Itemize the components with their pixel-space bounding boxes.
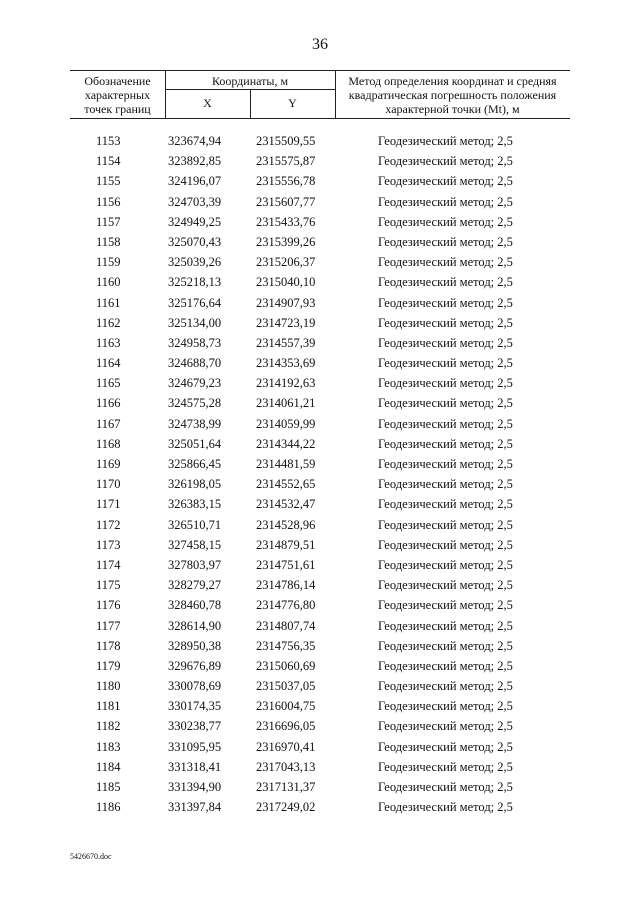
table-row bbox=[70, 131, 570, 151]
point-number: 1164 bbox=[96, 356, 121, 371]
coord-y: 2314879,51 bbox=[256, 537, 316, 552]
point-number: 1168 bbox=[96, 436, 121, 451]
coord-x: 330238,77 bbox=[168, 719, 222, 734]
coord-y: 2317131,37 bbox=[256, 780, 316, 794]
coord-y: 2314756,35 bbox=[256, 638, 316, 653]
coord-x: 328950,38 bbox=[168, 638, 222, 653]
point-number: 1157 bbox=[96, 214, 121, 229]
divider bbox=[165, 71, 166, 118]
coord-x: 324688,70 bbox=[168, 356, 222, 371]
coord-x: 325134,00 bbox=[168, 315, 222, 330]
point-number: 1162 bbox=[96, 315, 121, 330]
coord-x: 324949,25 bbox=[168, 214, 222, 229]
coord-x: 326383,15 bbox=[168, 497, 222, 512]
coord-x: 325070,43 bbox=[168, 234, 222, 249]
table-row bbox=[70, 616, 570, 636]
coord-y: 2317249,02 bbox=[256, 800, 316, 815]
header-coordinates: Координаты, м bbox=[211, 74, 289, 88]
table-row bbox=[70, 151, 570, 171]
point-number: 1184 bbox=[96, 759, 121, 774]
coord-y: 2314532,47 bbox=[256, 497, 316, 512]
table-row bbox=[70, 555, 570, 575]
point-number: 1156 bbox=[96, 194, 121, 209]
table-row bbox=[70, 595, 570, 615]
coord-y: 2315556,78 bbox=[256, 174, 316, 189]
coord-x: 329676,89 bbox=[168, 658, 222, 673]
method: Геодезический метод; 2,5 bbox=[378, 557, 513, 572]
coord-x: 324575,28 bbox=[168, 396, 222, 411]
table-row bbox=[70, 716, 570, 736]
point-number: 1175 bbox=[96, 578, 121, 593]
point-number: 1182 bbox=[96, 719, 121, 734]
table-header bbox=[70, 70, 570, 119]
header-y: Y bbox=[288, 96, 297, 110]
coord-y: 2315040,10 bbox=[256, 275, 316, 290]
method: Геодезический метод; 2,5 bbox=[378, 194, 513, 209]
header-x: X bbox=[203, 96, 212, 110]
method: Геодезический метод; 2,5 bbox=[378, 699, 513, 714]
table-row bbox=[70, 232, 570, 252]
method: Геодезический метод; 2,5 bbox=[378, 356, 513, 371]
coord-y: 2316004,75 bbox=[256, 699, 316, 714]
point-number: 1166 bbox=[96, 396, 121, 411]
table-row bbox=[70, 252, 570, 272]
table-row bbox=[70, 393, 570, 413]
coord-x: 324703,39 bbox=[168, 194, 222, 209]
divider bbox=[165, 89, 335, 90]
point-number: 1181 bbox=[96, 699, 121, 714]
coord-y: 2314344,22 bbox=[256, 436, 316, 451]
method: Геодезический метод; 2,5 bbox=[378, 638, 513, 653]
coord-x: 323674,94 bbox=[168, 134, 222, 148]
coord-x: 331318,41 bbox=[168, 759, 222, 774]
coord-y: 2316696,05 bbox=[256, 719, 316, 734]
coord-y: 2317043,13 bbox=[256, 759, 316, 774]
point-number: 1174 bbox=[96, 557, 121, 572]
coord-y: 2314061,21 bbox=[256, 396, 316, 411]
header-point-designation: Обозначение характерных точек границ bbox=[84, 74, 151, 116]
table-row bbox=[70, 636, 570, 656]
coord-y: 2314059,99 bbox=[256, 416, 316, 431]
method: Геодезический метод; 2,5 bbox=[378, 315, 513, 330]
table-row bbox=[70, 454, 570, 474]
coord-y: 2315060,69 bbox=[256, 658, 316, 673]
table-row bbox=[70, 434, 570, 454]
method: Геодезический метод; 2,5 bbox=[378, 214, 513, 229]
divider bbox=[335, 71, 336, 118]
method: Геодезический метод; 2,5 bbox=[378, 598, 513, 613]
table-row bbox=[70, 212, 570, 232]
point-number: 1172 bbox=[96, 517, 121, 532]
table-row bbox=[70, 797, 570, 817]
point-number: 1170 bbox=[96, 477, 121, 492]
coord-x: 328460,78 bbox=[168, 598, 222, 613]
coord-y: 2315607,77 bbox=[256, 194, 316, 209]
method: Геодезический метод; 2,5 bbox=[378, 477, 513, 492]
coord-x: 325866,45 bbox=[168, 457, 222, 471]
point-number: 1178 bbox=[96, 638, 121, 653]
method: Геодезический метод; 2,5 bbox=[378, 759, 513, 774]
point-number: 1160 bbox=[96, 275, 121, 290]
coord-y: 2315575,87 bbox=[256, 154, 316, 169]
coord-x: 325051,64 bbox=[168, 436, 222, 451]
coord-x: 325176,64 bbox=[168, 295, 222, 310]
point-number: 1183 bbox=[96, 739, 121, 754]
table-body bbox=[70, 131, 570, 817]
coord-y: 2314723,19 bbox=[256, 315, 316, 330]
table-row bbox=[70, 474, 570, 494]
coord-y: 2314557,39 bbox=[256, 335, 316, 350]
coord-y: 2315206,37 bbox=[256, 255, 316, 270]
point-number: 1173 bbox=[96, 537, 121, 552]
coord-y: 2314353,69 bbox=[256, 356, 316, 371]
point-number: 1165 bbox=[96, 376, 121, 391]
coord-x: 325039,26 bbox=[168, 255, 222, 270]
method: Геодезический метод; 2,5 bbox=[378, 517, 513, 532]
table-row bbox=[70, 414, 570, 434]
coord-x: 327803,97 bbox=[168, 557, 222, 572]
coord-x: 331397,84 bbox=[168, 800, 222, 815]
divider bbox=[250, 89, 251, 118]
header-method: Метод определения координат и средняя квадратическая погрешность положения характерной точки (Mt), м bbox=[348, 74, 557, 116]
method: Геодезический метод; 2,5 bbox=[378, 234, 513, 249]
table-row bbox=[70, 535, 570, 555]
point-number: 1163 bbox=[96, 335, 121, 350]
coord-y: 2315399,26 bbox=[256, 234, 316, 249]
coord-x: 324196,07 bbox=[168, 174, 222, 189]
coord-y: 2315037,05 bbox=[256, 679, 316, 694]
method: Геодезический метод; 2,5 bbox=[378, 800, 513, 815]
method: Геодезический метод; 2,5 bbox=[378, 497, 513, 512]
point-number: 1167 bbox=[96, 416, 121, 431]
point-number: 1180 bbox=[96, 679, 121, 694]
method: Геодезический метод; 2,5 bbox=[378, 658, 513, 673]
method: Геодезический метод; 2,5 bbox=[378, 335, 513, 350]
method: Геодезический метод; 2,5 bbox=[378, 396, 513, 411]
method: Геодезический метод; 2,5 bbox=[378, 416, 513, 431]
coord-y: 2316970,41 bbox=[256, 739, 316, 754]
file-name: 5426670.doc bbox=[70, 852, 112, 861]
table-row bbox=[70, 192, 570, 212]
point-number: 1186 bbox=[96, 800, 121, 815]
table-row bbox=[70, 696, 570, 716]
coord-x: 327458,15 bbox=[168, 537, 222, 552]
method: Геодезический метод; 2,5 bbox=[378, 275, 513, 290]
coord-y: 2315509,55 bbox=[256, 134, 316, 148]
point-number: 1179 bbox=[96, 658, 121, 673]
point-number: 1155 bbox=[96, 174, 121, 189]
coord-y: 2314552,65 bbox=[256, 477, 316, 492]
coord-y: 2314786,14 bbox=[256, 578, 316, 593]
table-row bbox=[70, 757, 570, 777]
table-row bbox=[70, 373, 570, 393]
table-row bbox=[70, 494, 570, 514]
method: Геодезический метод; 2,5 bbox=[378, 174, 513, 189]
page-number: 36 bbox=[312, 36, 328, 53]
coord-x: 325218,13 bbox=[168, 275, 222, 290]
coord-x: 324958,73 bbox=[168, 335, 222, 350]
coord-y: 2314528,96 bbox=[256, 517, 316, 532]
table-row bbox=[70, 575, 570, 595]
coord-y: 2314192,63 bbox=[256, 376, 316, 391]
method: Геодезический метод; 2,5 bbox=[378, 376, 513, 391]
coord-x: 331095,95 bbox=[168, 739, 222, 754]
coord-x: 326198,05 bbox=[168, 477, 222, 492]
coord-y: 2314481,59 bbox=[256, 457, 316, 471]
method: Геодезический метод; 2,5 bbox=[378, 134, 513, 148]
table-row bbox=[70, 676, 570, 696]
point-number: 1171 bbox=[96, 497, 121, 512]
point-number: 1176 bbox=[96, 598, 121, 613]
table-row bbox=[70, 333, 570, 353]
method: Геодезический метод; 2,5 bbox=[378, 780, 513, 794]
table-row bbox=[70, 777, 570, 797]
table-row bbox=[70, 515, 570, 535]
method: Геодезический метод; 2,5 bbox=[378, 578, 513, 593]
coord-x: 330078,69 bbox=[168, 679, 222, 694]
coord-x: 324679,23 bbox=[168, 376, 222, 391]
method: Геодезический метод; 2,5 bbox=[378, 679, 513, 694]
method: Геодезический метод; 2,5 bbox=[378, 436, 513, 451]
coord-x: 326510,71 bbox=[168, 517, 222, 532]
table-row bbox=[70, 293, 570, 313]
table-row bbox=[70, 272, 570, 292]
coord-y: 2314907,93 bbox=[256, 295, 316, 310]
coord-x: 328614,90 bbox=[168, 618, 222, 633]
point-number: 1161 bbox=[96, 295, 121, 310]
method: Геодезический метод; 2,5 bbox=[378, 255, 513, 270]
table-row bbox=[70, 313, 570, 333]
coord-y: 2314751,61 bbox=[256, 557, 316, 572]
point-number: 1158 bbox=[96, 234, 121, 249]
point-number: 1169 bbox=[96, 457, 121, 471]
method: Геодезический метод; 2,5 bbox=[378, 719, 513, 734]
coord-x: 323892,85 bbox=[168, 154, 222, 169]
coord-x: 324738,99 bbox=[168, 416, 222, 431]
method: Геодезический метод; 2,5 bbox=[378, 537, 513, 552]
coord-x: 328279,27 bbox=[168, 578, 222, 593]
table-row bbox=[70, 656, 570, 676]
table-row bbox=[70, 737, 570, 757]
method: Геодезический метод; 2,5 bbox=[378, 154, 513, 169]
point-number: 1185 bbox=[96, 780, 121, 794]
method: Геодезический метод; 2,5 bbox=[378, 618, 513, 633]
coord-y: 2315433,76 bbox=[256, 214, 316, 229]
point-number: 1154 bbox=[96, 154, 121, 169]
point-number: 1153 bbox=[96, 134, 121, 148]
method: Геодезический метод; 2,5 bbox=[378, 457, 513, 471]
coord-y: 2314807,74 bbox=[256, 618, 316, 633]
coord-x: 331394,90 bbox=[168, 780, 222, 794]
table-row bbox=[70, 353, 570, 373]
coord-x: 330174,35 bbox=[168, 699, 222, 714]
method: Геодезический метод; 2,5 bbox=[378, 739, 513, 754]
table-row bbox=[70, 171, 570, 191]
coord-y: 2314776,80 bbox=[256, 598, 316, 613]
point-number: 1159 bbox=[96, 255, 121, 270]
method: Геодезический метод; 2,5 bbox=[378, 295, 513, 310]
point-number: 1177 bbox=[96, 618, 121, 633]
